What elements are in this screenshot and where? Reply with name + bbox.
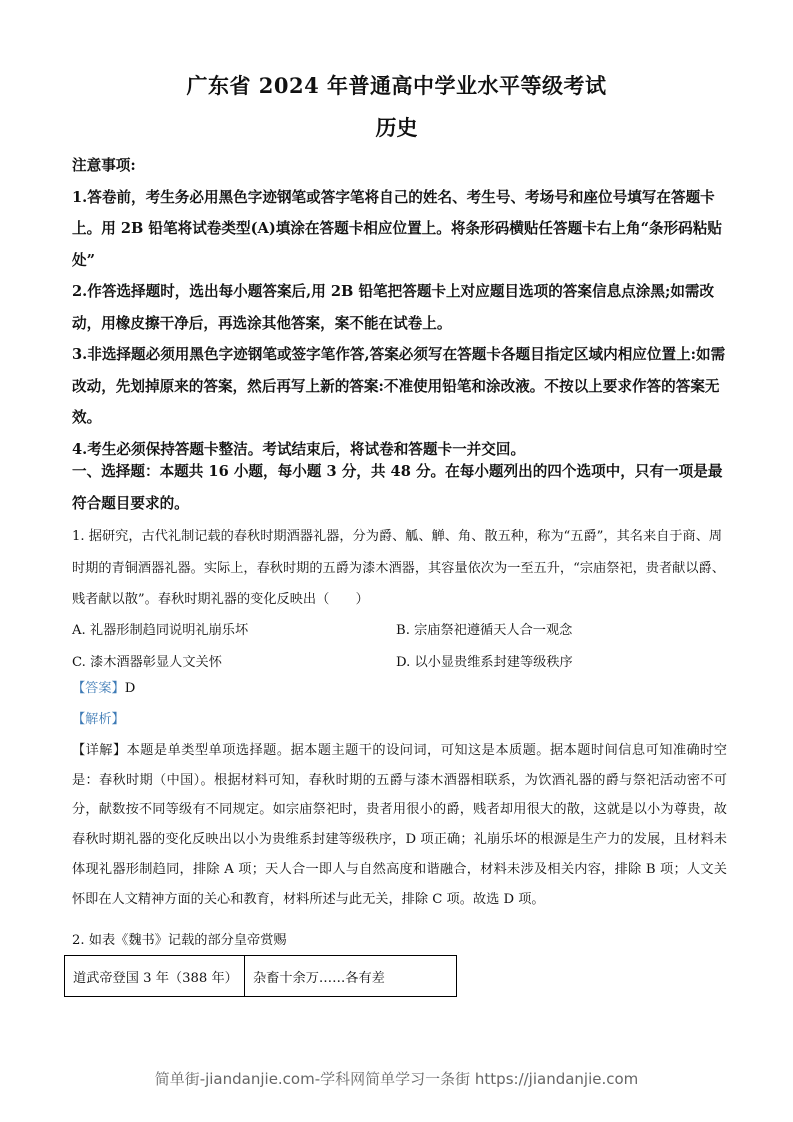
table-cell-reward: 杂畜十余万……各有差 (245, 956, 457, 997)
answer-value: D (124, 681, 136, 696)
notice-item-1: 1.答卷前，考生务必用黑色字迹钢笔或答字笔将自己的姓名、考生号、考场号和座位号填写在答题卡上。用 2B 铅笔将试卷类型(A)填涂在答题卡相应位置上。将条形码横贴任答题卡右上角“条形码粘贴处” (72, 188, 722, 269)
option-a (72, 619, 396, 638)
notice-block (72, 150, 727, 465)
footer-watermark: 简单街-jiandanjie.com-学科网简单学习一条街 https://jiandanjie.com (154, 1070, 639, 1088)
notice-item-2: 2.作答选择题时，选出每小题答案后,用 2B 铅笔把答题卡上对应题目选项的答案信息点涂黑;如需改动，用橡皮擦干净后，再选涂其他答案，案不能在试卷上。 (72, 283, 715, 332)
section-heading: 一、选择题：本题共 16 小题，每小题 3 分，共 48 分。在每小题列出的四个选项中，只有一项是最符合题目要求的。 (72, 463, 723, 512)
analysis-line (72, 708, 125, 727)
answer-line (72, 677, 135, 696)
table-row (65, 956, 457, 997)
option-b-label: B. (396, 622, 410, 638)
exam-subject: 历史 (375, 115, 418, 140)
option-d (396, 651, 720, 670)
detail-text: 本题是单类型单项选择题。据本题主题干的设问词，可知这是本质题。据本题时间信息可知准确时空是：春秋时期（中国）。根据材料可知，春秋时期的五爵与漆木酒器相联系，为饮酒礼器的爵与祭祀活动密不可分，献数按不同等级有不同规定。如宗庙祭祀时，贵者用很小的爵，贱者却用很大的散，这就是以小为尊贵，故春秋时期礼器的变化反映出以小为贵维系封建等级秩序，D 项正确；礼崩乐坏的根源是生产力的发展，且材料未体现礼器形制趋同，排除 A 项；天人合一即人与自然高度和谐融合，材料未涉及相关内容，排除 B 项；人文关怀即在人文精神方面的关心和教育，材料所述与此无关，排除 C 项。故选 D 项。 (72, 743, 727, 907)
option-c-text: 漆木酒器彰显人文关怀 (90, 654, 222, 670)
option-c (72, 651, 396, 670)
question-1-stem: 1. 据研究，古代礼制记载的春秋时期酒器礼器，分为爵、觚、觯、角、散五种，称为“五爵”，其名来自于商、周时期的青铜酒器礼器。实际上，春秋时期的五爵为漆木酒器，其容量依次为一至五升，“宗庙祭祀，贵者献以爵、贱者献以散”。春秋时期礼器的变化反映出（ ） (72, 529, 725, 607)
option-a-text: 礼器形制趋同说明礼崩乐坏 (89, 622, 249, 638)
question-2-table (64, 955, 457, 997)
notice-item-3: 3.非选择题必须用黑色字迹钢笔或签字笔作答,答案必须写在答题卡各题目指定区域内相应位置上:如需改动，先划掉原来的答案，然后再写上新的答案:不准使用铅笔和涂改液。不按以上要求作答的答案无效。 (72, 346, 726, 426)
option-d-label: D. (396, 654, 411, 670)
exam-title: 广东省 2024 年普通高中学业水平等级考试 (186, 73, 607, 98)
option-a-label: A. (72, 622, 86, 638)
option-b (396, 619, 720, 638)
detail-label: 【详解】 (72, 743, 127, 758)
option-c-label: C. (72, 654, 86, 670)
analysis-label: 【解析】 (72, 712, 125, 727)
notice-item-4: 4.考生必须保持答题卡整洁。考试结束后，将试卷和答题卡一并交回。 (72, 440, 526, 458)
option-b-text: 宗庙祭祀遵循天人合一观念 (414, 622, 573, 638)
table-cell-period: 道武帝登国 3 年（388 年） (65, 956, 245, 997)
question-1-options (72, 612, 727, 676)
answer-label: 【答案】 (72, 681, 125, 696)
notice-heading: 注意事项: (72, 157, 136, 174)
option-d-text: 以小显贵维系封建等级秩序 (414, 654, 573, 670)
detail-explanation (72, 736, 727, 914)
question-2-stem: 2. 如表《魏书》记载的部分皇帝赏赐 (72, 933, 287, 948)
